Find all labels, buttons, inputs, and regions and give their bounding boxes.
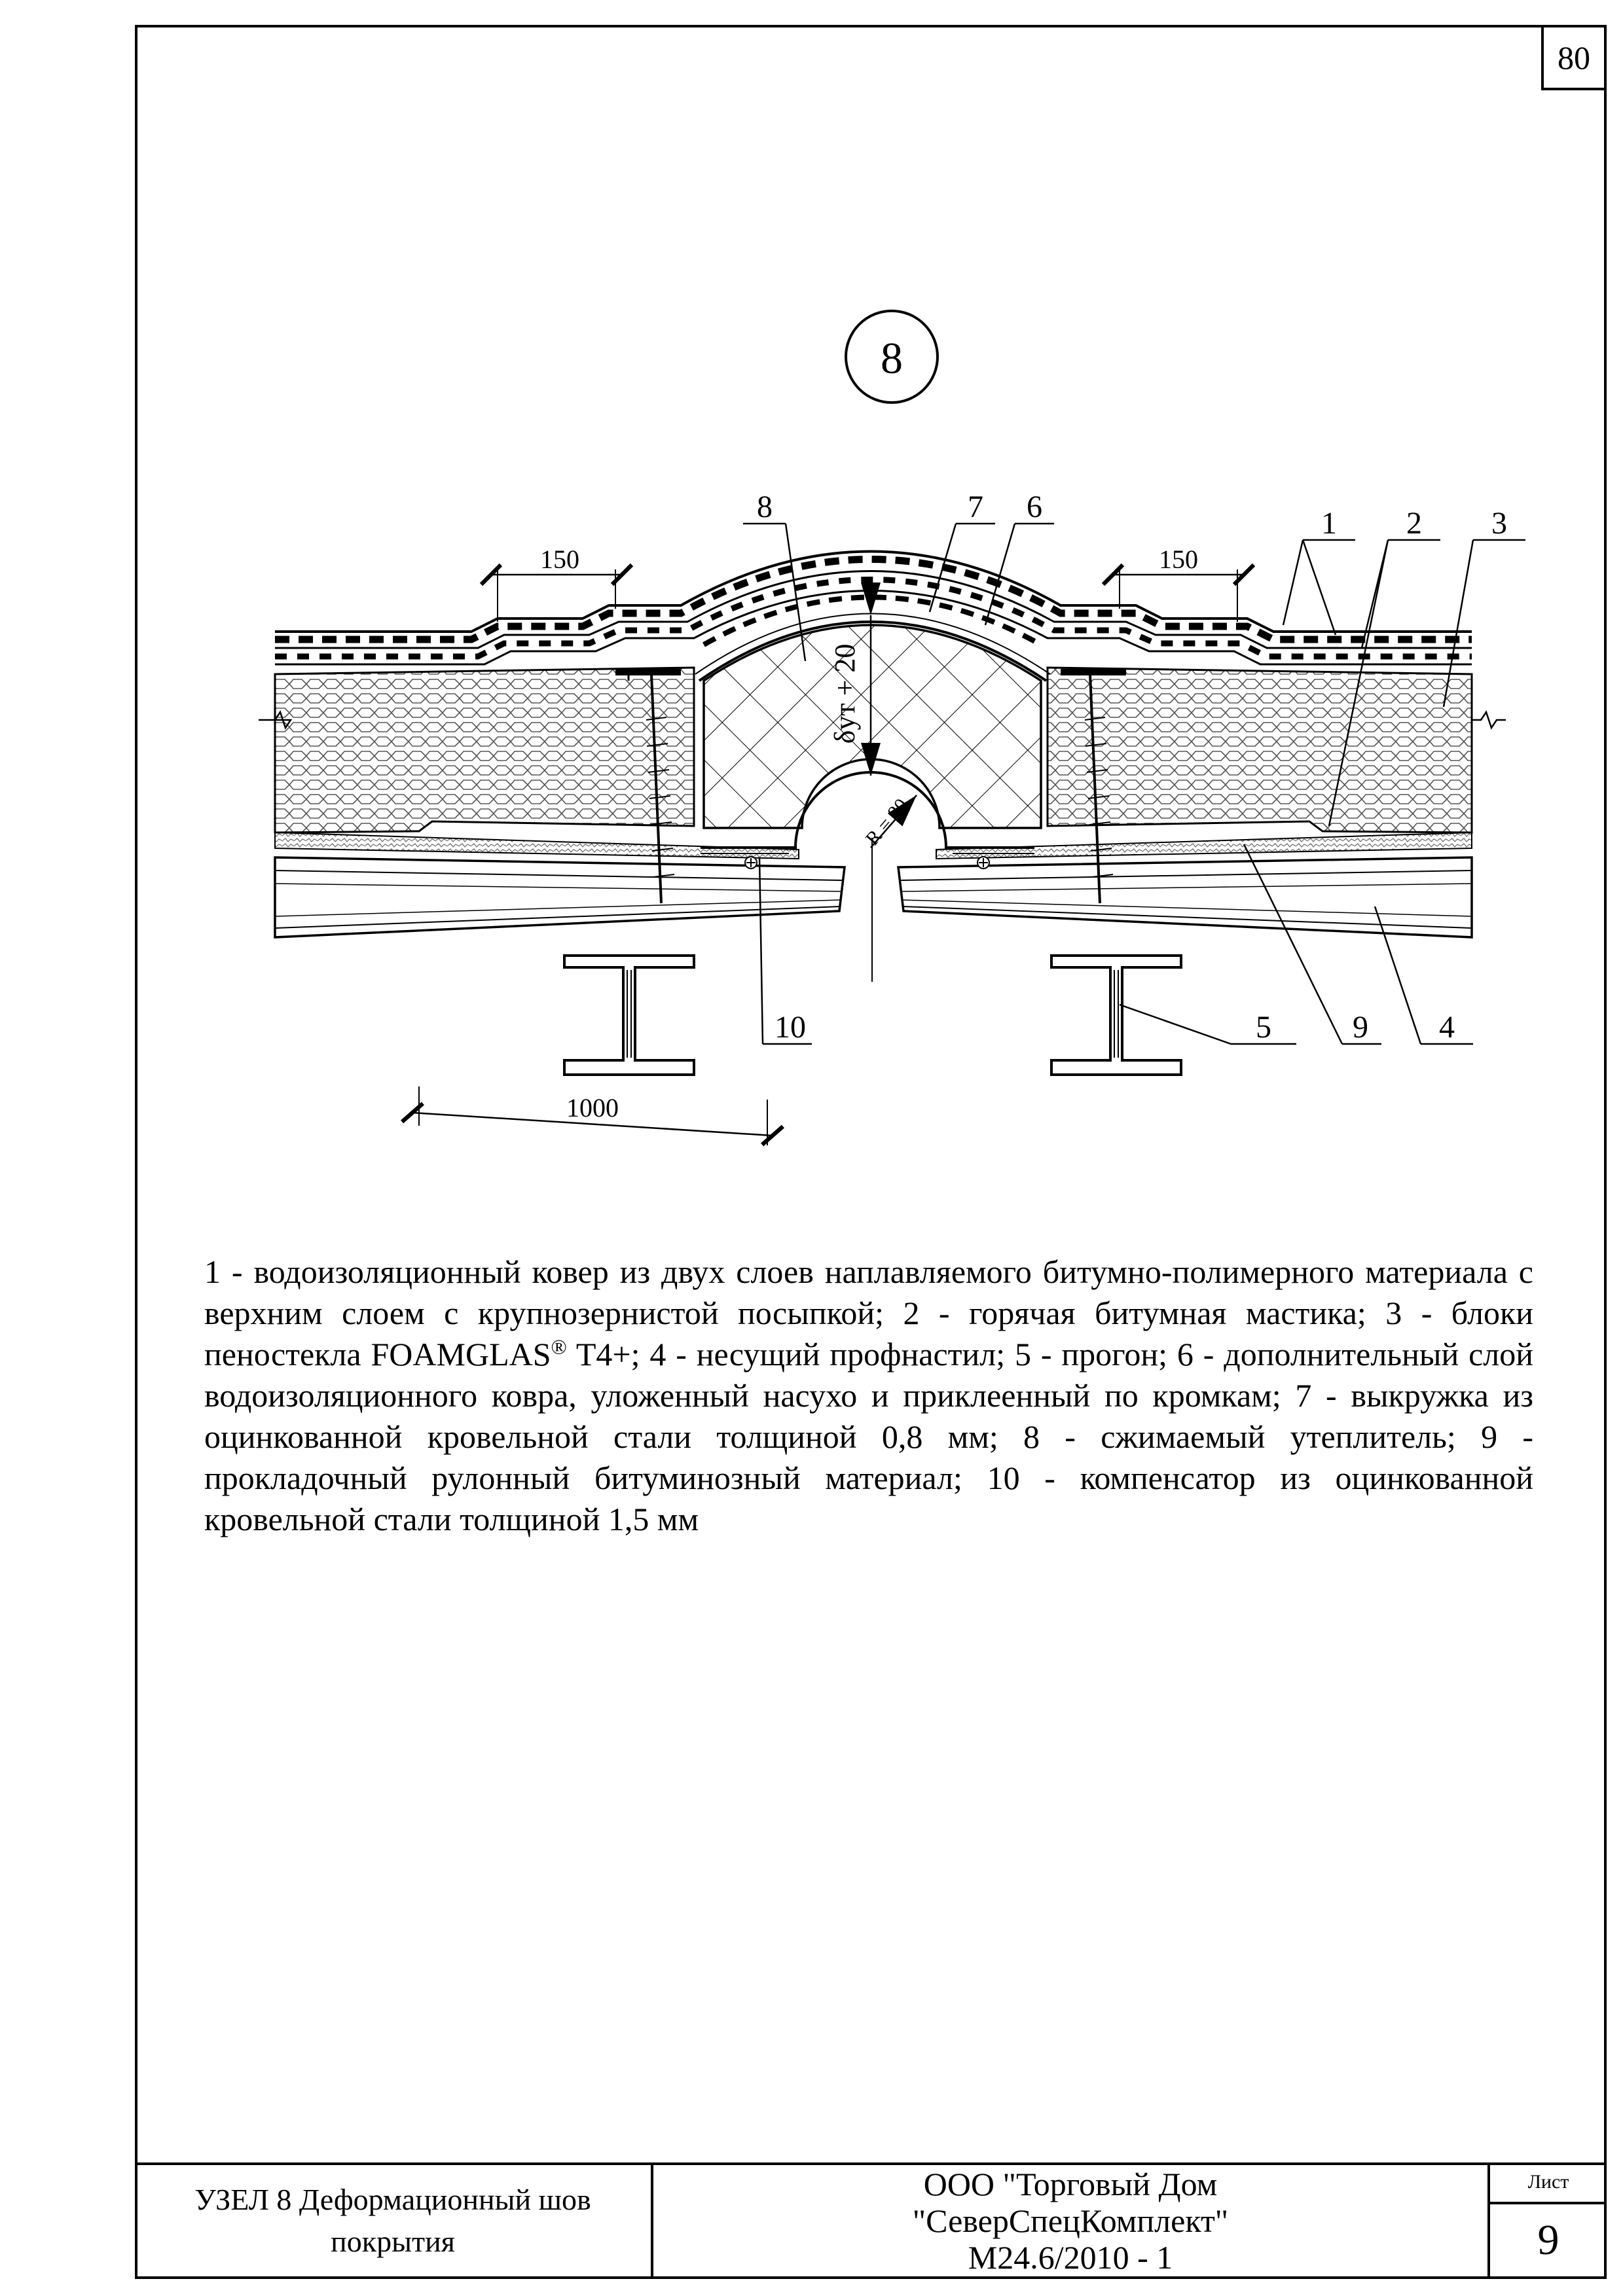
dim-lap-right-label: 150 [1159, 545, 1198, 574]
title-block-organization [653, 2162, 1487, 2279]
node-number: 8 [881, 333, 903, 383]
registered-mark: ® [551, 1335, 567, 1359]
svg-text:6: 6 [1027, 490, 1042, 524]
dim-purlin-spacing [412, 1086, 773, 1145]
dim-lap-left [491, 545, 622, 622]
svg-text:8: 8 [757, 490, 773, 524]
compressible-insulation [704, 625, 1041, 828]
doc-code: М24.6/2010 - 1 [968, 2239, 1173, 2276]
svg-text:1: 1 [1321, 506, 1337, 541]
svg-text:4: 4 [1439, 1010, 1455, 1045]
roof-joint-drawing [135, 25, 1607, 1203]
drawing-title-line2: покрытия [331, 2225, 455, 2258]
page-number: 80 [1541, 25, 1607, 90]
callout-5 [1120, 1005, 1296, 1045]
purlin-right [1051, 956, 1181, 1075]
sheet-label: Лист [1490, 2162, 1607, 2204]
svg-text:3: 3 [1491, 506, 1507, 541]
svg-text:9: 9 [1353, 1010, 1368, 1045]
legend-part1: 1 - водоизоляционный ковер из двух слоев наплавляемого битумно-полимерного материала с верхним слоем с крупнозернистой посыпкой; 2 - горячая битумная мастика; 3 - блоки пеностекла FOAMGLAS [204, 1253, 1533, 1372]
title-block [135, 2162, 1607, 2279]
purlin-left [564, 956, 694, 1075]
dim-lap-left-label: 150 [540, 545, 579, 574]
callout-7 [930, 490, 995, 612]
svg-text:10: 10 [775, 1010, 806, 1045]
dim-purlin-spacing-label: 1000 [566, 1093, 619, 1122]
node-marker [846, 311, 938, 403]
dim-radius [862, 795, 917, 850]
drawing-title-line1: УЗЕЛ 8 Деформационный шов [194, 2183, 591, 2216]
title-block-sheet [1487, 2162, 1607, 2279]
svg-text:7: 7 [968, 490, 983, 524]
org-line1: ООО "Торговый Дом [923, 2166, 1218, 2202]
dim-insulation-height-label: δут + 20 [829, 643, 861, 744]
svg-text:2: 2 [1406, 506, 1422, 541]
sheet-number: 9 [1537, 2216, 1559, 2264]
title-block-title [135, 2162, 653, 2279]
legend-part2: T4+; 4 - несущий профнастил; 5 - прогон; 6 - дополнительный слой водоизоляционного ковра, уложенный насухо и приклеенный по кромкам; 7 - выкружка из оцинкованной кровельной стали толщиной 0,8 мм; 8 - сжимаемый утеплитель; 9 - прокладочный рулонный битуминозный материал; 10 - компенсатор из оцинкованной кровельной стали толщиной 1,5 мм [204, 1336, 1533, 1537]
svg-text:5: 5 [1256, 1010, 1271, 1045]
legend-text [204, 1251, 1533, 1540]
org-line2: "СеверСпецКомплект" [912, 2202, 1229, 2239]
callout-1 [1283, 506, 1355, 635]
profiled-deck [275, 838, 1472, 982]
dim-radius-label: R = 80 [861, 794, 913, 850]
